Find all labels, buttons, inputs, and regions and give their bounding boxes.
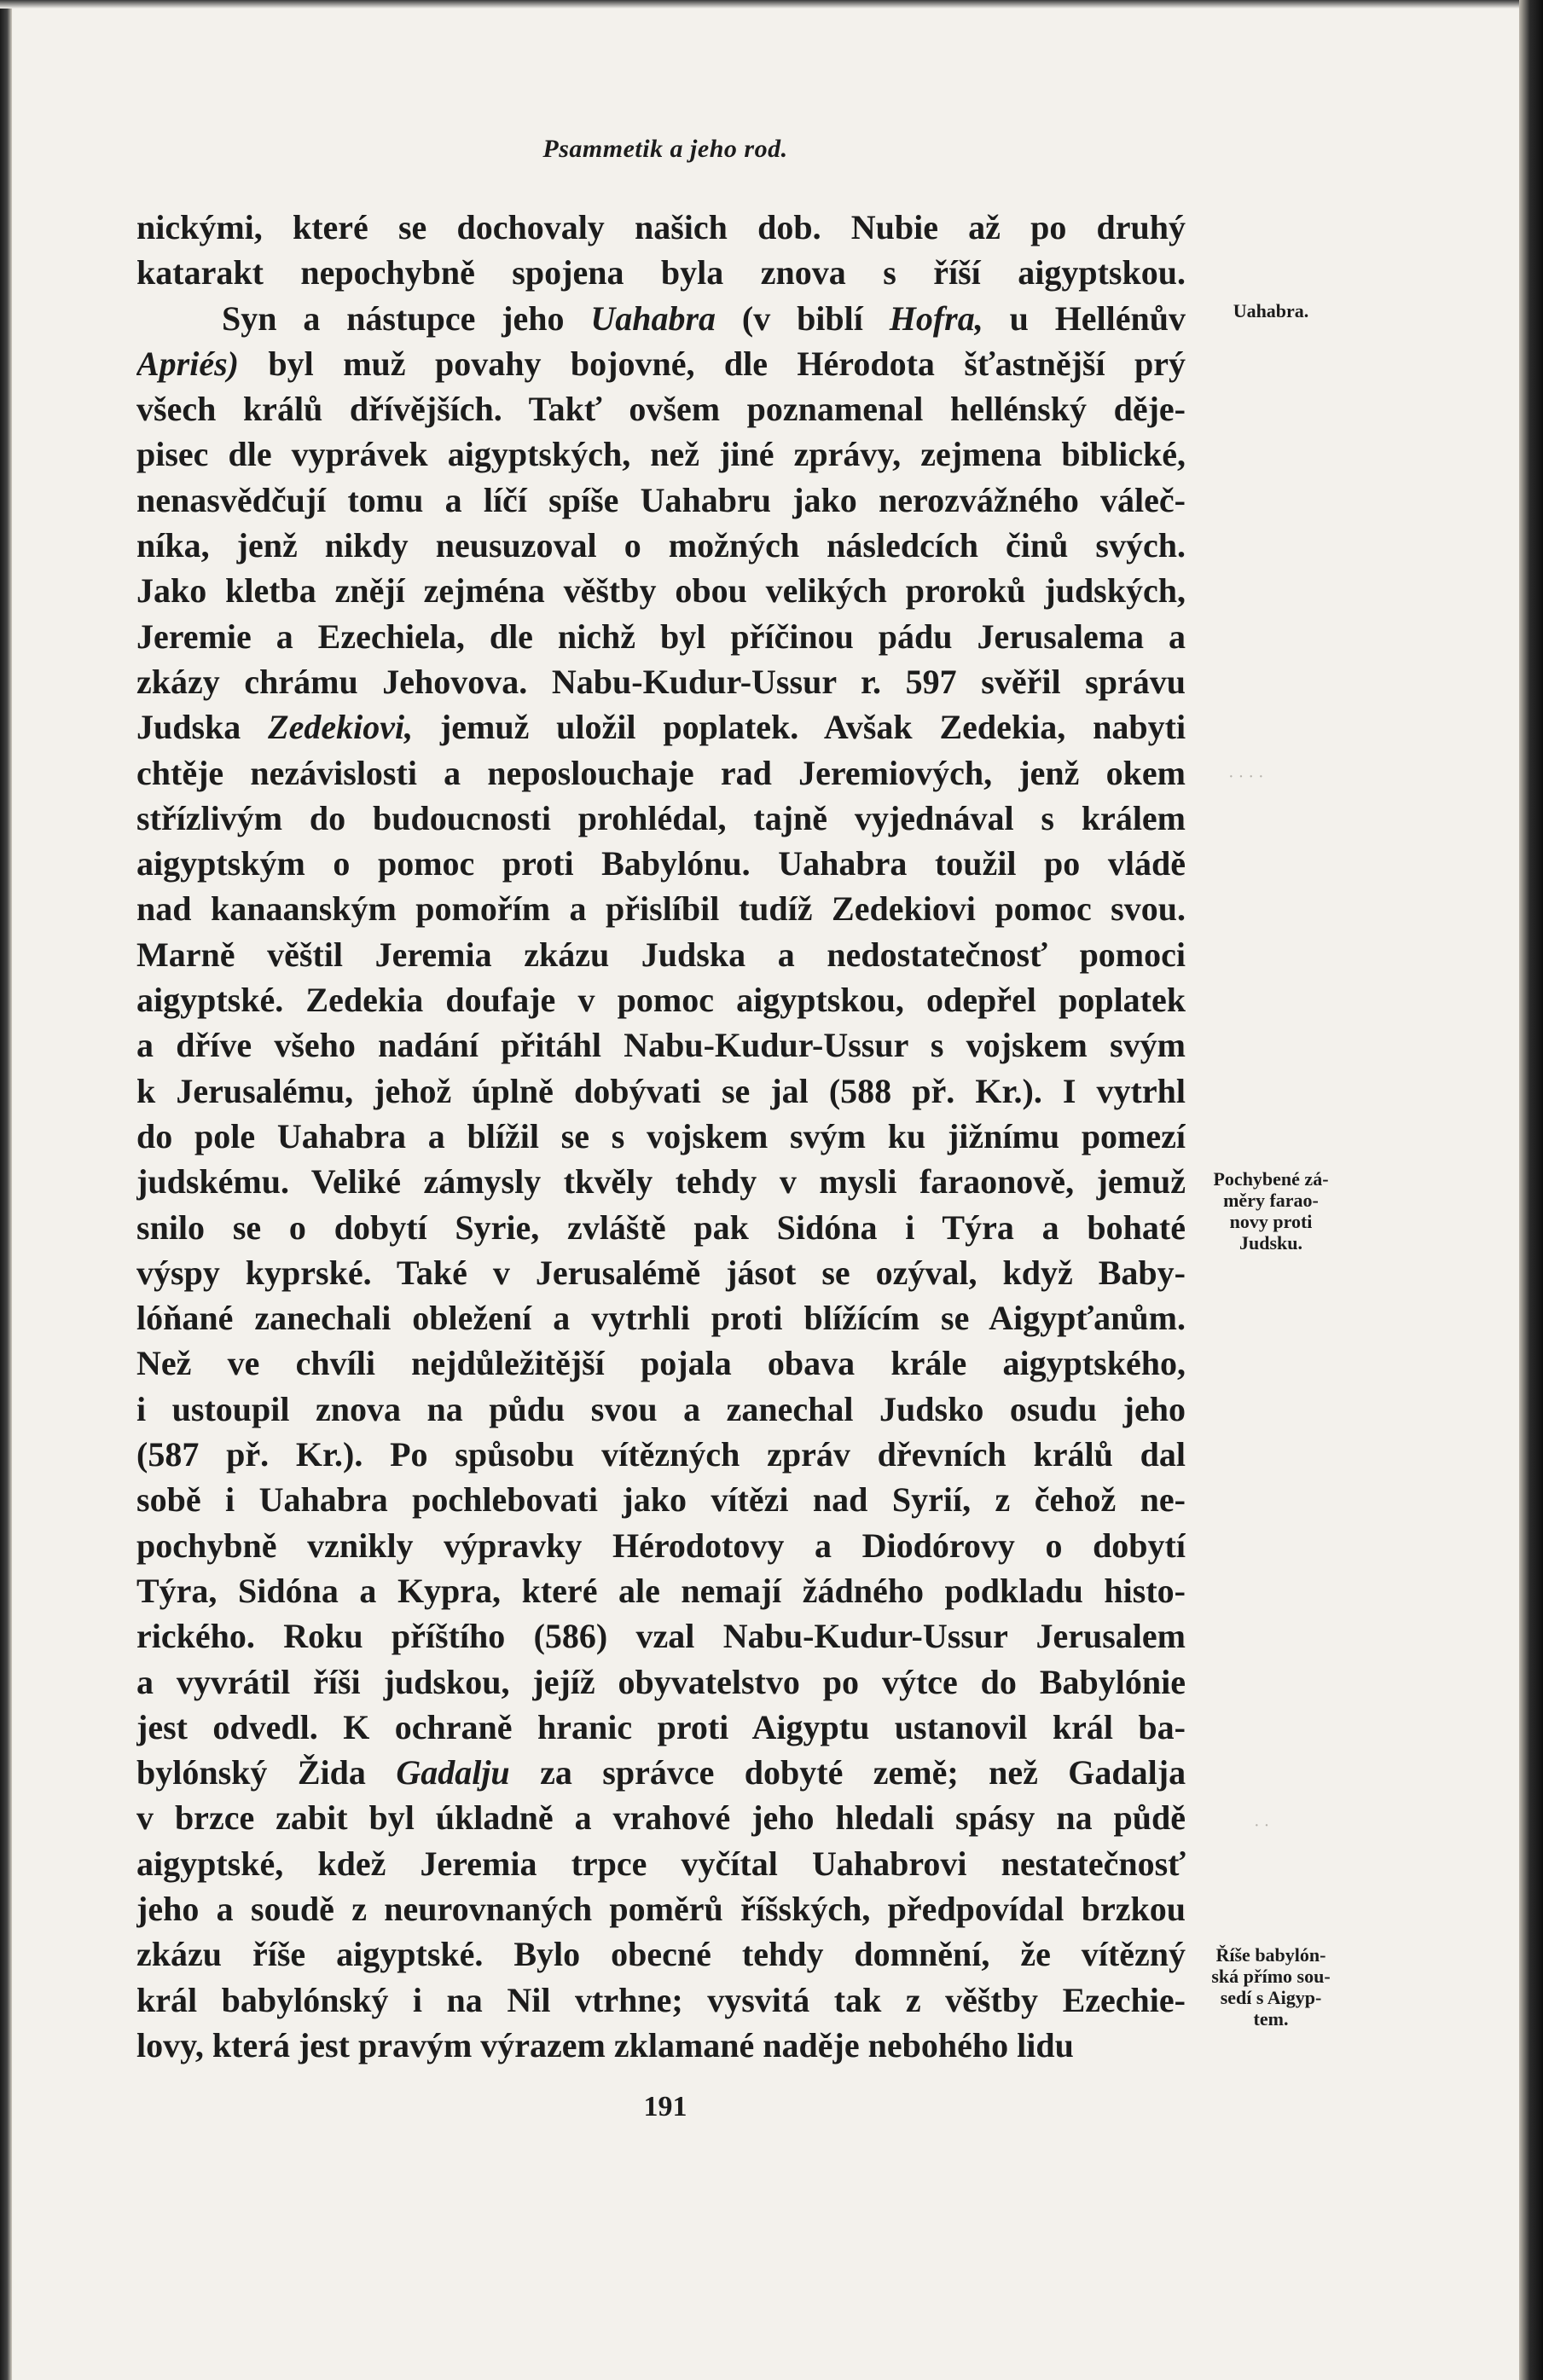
text-line: všech králů dřívějších. Takť ovšem poznamenal hellénský děje- bbox=[136, 390, 1186, 429]
italic-name: Gadalju bbox=[396, 1753, 510, 1792]
text-line: rického. Roku příštího (586) vzal Nabu-Kudur-Ussur Jerusalem bbox=[136, 1617, 1186, 1656]
text-line: nad kanaanským pomořím a přislíbil tudíž Zedekiovi pomoc svou. bbox=[136, 889, 1186, 929]
italic-name: Hofra, bbox=[889, 298, 983, 338]
text-line: Jako kletba znějí zejména věštby obou velikých proroků judských, bbox=[136, 571, 1186, 611]
text-line: nickými, které se dochovaly našich dob. Nubie až po druhý bbox=[136, 208, 1186, 246]
text-line: chtěje nezávislosti a neposlouchaje rad Jeremiových, jenž okem bbox=[136, 753, 1186, 792]
show-through-mark: · · · · bbox=[1228, 767, 1264, 786]
italic-name: Uahabra bbox=[590, 298, 716, 338]
margin-note-line: Říše babylón- bbox=[1215, 1944, 1326, 1966]
margin-note-line: Pochybené zá- bbox=[1213, 1168, 1329, 1190]
text-line: střízlivým do budoucnosti prohlédal, tajně vyjednával s králem bbox=[136, 798, 1186, 837]
text-line: pisec dle vyprávek aigyptských, než jiné zprávy, zejmena biblické, bbox=[136, 435, 1186, 474]
scan-edge-right bbox=[1519, 0, 1543, 2380]
text-line: a dříve všeho nadání přitáhl Nabu-Kudur-Ussur s vojskem svým bbox=[136, 1026, 1186, 1065]
text-line: nenasvědčují tomu a líčí spíše Uahabru jako nerozvážného váleč- bbox=[136, 480, 1186, 519]
body-text bbox=[136, 205, 1186, 2068]
scan-edge-left bbox=[0, 0, 12, 2380]
scan-edge-top bbox=[0, 0, 1543, 9]
margin-note-line: ská přímo sou- bbox=[1211, 1966, 1331, 1987]
margin-note-line: novy proti bbox=[1229, 1211, 1313, 1232]
text-line: jeho a soudě z neurovnaných poměrů říšských, předpovídal brzkou bbox=[136, 1889, 1186, 1928]
text-line: do pole Uahabra a blížil se s vojskem svým ku jižnímu pomezí bbox=[136, 1116, 1186, 1155]
text-line: aigyptským o pomoc proti Babylónu. Uahabra toužil po vládě bbox=[136, 844, 1186, 883]
running-title: Psammetik a jeho rod. bbox=[542, 135, 788, 163]
margin-note-line: měry farao- bbox=[1223, 1190, 1319, 1211]
text-line: (587 př. Kr.). Po spůsobu vítězných zpráv dřevních králů dal bbox=[136, 1435, 1186, 1474]
text-line: zkázu říše aigyptské. Bylo obecné tehdy domnění, že vítězný bbox=[136, 1935, 1186, 1974]
text-line: Než ve chvíli nejdůležitější pojala obava krále aigyptského, bbox=[136, 1344, 1186, 1383]
text-line: Jeremie a Ezechiela, dle nichž byl příčinou pádu Jerusalema a bbox=[136, 617, 1186, 656]
page-number: 191 bbox=[643, 2091, 687, 2122]
text-line: i ustoupil znova na půdu svou a zanechal Judsko osudu jeho bbox=[136, 1389, 1186, 1428]
margin-note-line: Judsku. bbox=[1238, 1232, 1302, 1254]
text-line: katarakt nepochybně spojena byla znova s říší aigyptskou. bbox=[136, 253, 1186, 292]
italic-name: Apriés) bbox=[136, 344, 239, 383]
show-through-mark: · · bbox=[1254, 1816, 1270, 1835]
text-line: lovy, která jest pravým výrazem zklamané naděje nebohého lidu bbox=[136, 2025, 1074, 2064]
text-line: k Jerusalému, jehož úplně dobývati se jal (588 př. Kr.). I vytrhl bbox=[136, 1071, 1186, 1110]
text-line: bylónský Žida Gadalju za správce dobyté země; než Gadalja bbox=[136, 1753, 1186, 1792]
text-line: zkázy chrámu Jehovova. Nabu-Kudur-Ussur r. 597 svěřil správu bbox=[136, 662, 1186, 701]
text-line: Týra, Sidóna a Kypra, které ale nemají žádného podkladu histo- bbox=[136, 1571, 1186, 1610]
margin-note-pochybene-zamery bbox=[1194, 1168, 1348, 1254]
text-line: Marně věštil Jeremia zkázu Judska a nedostatečnosť pomoci bbox=[136, 935, 1186, 974]
text-line: snilo se o dobytí Syrie, zvláště pak Sidóna i Týra a bohaté bbox=[136, 1207, 1186, 1247]
text-line: jest odvedl. K ochraně hranic proti Aigyptu ustanovil král ba- bbox=[136, 1707, 1186, 1746]
text-line: Syn a nástupce jeho Uahabra (v biblí Hofra, u Hellénův bbox=[222, 298, 1186, 338]
text-line: Apriés) byl muž povahy bojovné, dle Hérodota šťastnější prý bbox=[136, 344, 1186, 383]
margin-note-uahabra bbox=[1194, 300, 1348, 321]
text-line: aigyptské, kdež Jeremia trpce vyčítal Uahabrovi nestatečnosť bbox=[136, 1844, 1186, 1883]
margin-note-line: sedí s Aigyp- bbox=[1220, 1987, 1322, 2008]
text-line: sobě i Uahabra pochlebovati jako vítězi nad Syrií, z čehož ne- bbox=[136, 1480, 1186, 1520]
margin-note-line: tem. bbox=[1253, 2008, 1289, 2030]
text-line: král babylónský i na Nil vtrhne; vysvitá tak z věštby Ezechie- bbox=[136, 1980, 1186, 2019]
text-line: aigyptské. Zedekia doufaje v pomoc aigyptskou, odepřel poplatek bbox=[136, 981, 1186, 1020]
text-line: judskému. Veliké zámysly tkvěly tehdy v mysli faraonově, jemuž bbox=[136, 1162, 1186, 1202]
text-line: v brzce zabit byl úkladně a vrahové jeho hledali spásy na půdě bbox=[136, 1798, 1186, 1838]
text-line: výspy kyprské. Také v Jerusalémě jásot se ozýval, když Baby- bbox=[136, 1253, 1186, 1292]
text-line: Judska Zedekiovi, jemuž uložil poplatek. Avšak Zedekia, nabyti bbox=[136, 708, 1186, 747]
italic-name: Zedekiovi, bbox=[268, 708, 414, 747]
margin-note-rise-babylonska bbox=[1194, 1944, 1348, 2030]
text-line: lóňané zanechali obležení a vytrhli proti blížícím se Aigypťanům. bbox=[136, 1299, 1186, 1338]
text-line: pochybně vznikly výpravky Hérodotovy a Diodórovy o dobytí bbox=[136, 1526, 1186, 1565]
text-line: a vyvrátil říši judskou, jejíž obyvatelstvo po výtce do Babylónie bbox=[136, 1662, 1186, 1701]
margin-note-line: Uahabra. bbox=[1233, 300, 1309, 321]
text-line: níka, jenž nikdy neusuzoval o možných následcích činů svých. bbox=[136, 526, 1186, 565]
